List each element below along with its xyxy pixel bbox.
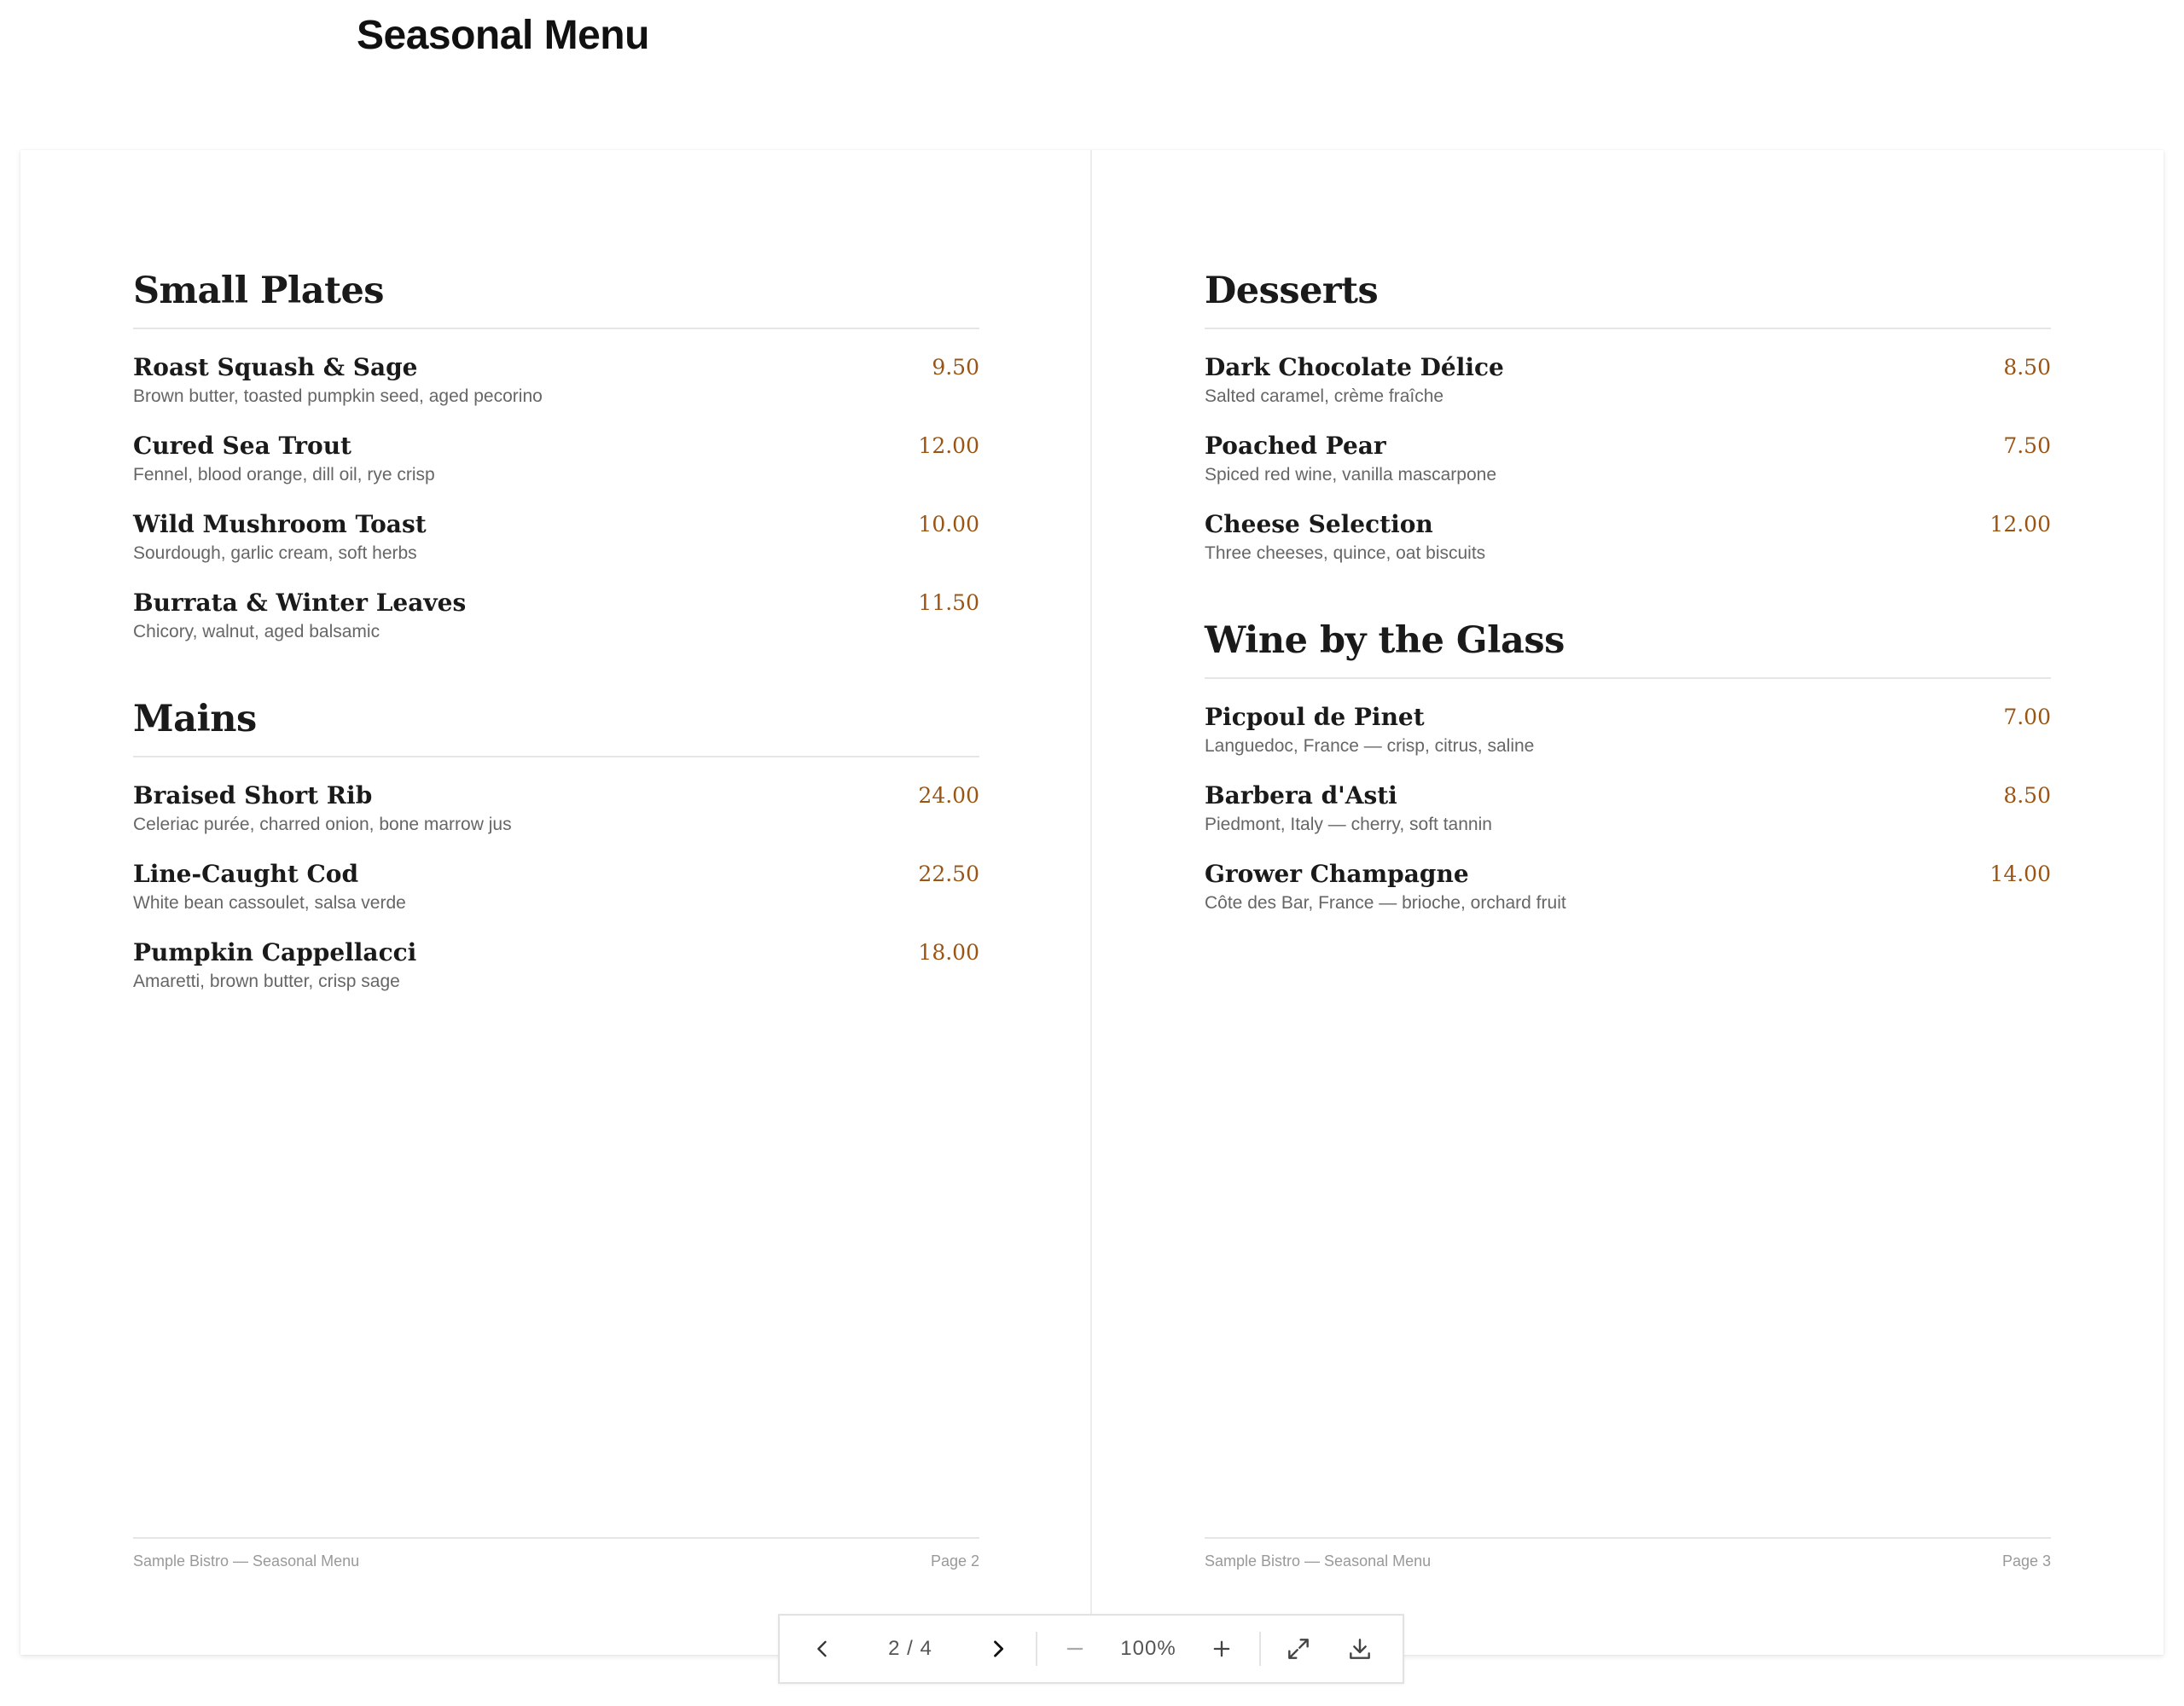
item-description: Celeriac purée, charred onion, bone marrow jus bbox=[133, 815, 512, 834]
page-content bbox=[1205, 270, 2051, 969]
item-name: Pumpkin Cappellacci bbox=[133, 938, 417, 966]
item-name: Cured Sea Trout bbox=[133, 432, 351, 460]
page-content bbox=[133, 270, 979, 1047]
page-number: Page 3 bbox=[2001, 1552, 2051, 1570]
item-name: Barbera d'Asti bbox=[1205, 781, 1397, 809]
item-description: Sourdough, garlic cream, soft herbs bbox=[133, 543, 417, 563]
menu-item bbox=[133, 938, 979, 995]
item-description: Three cheeses, quince, oat biscuits bbox=[1205, 543, 1486, 563]
page-indicator: 2 / 4 bbox=[888, 1637, 932, 1660]
menu-item bbox=[1205, 703, 2051, 759]
item-description: Brown butter, toasted pumpkin seed, aged pecorino bbox=[133, 386, 543, 406]
menu-item bbox=[133, 860, 979, 916]
fullscreen-button[interactable] bbox=[1268, 1616, 1329, 1682]
section-title: Mains bbox=[133, 698, 979, 757]
item-price: 24.00 bbox=[918, 783, 979, 808]
item-price: 11.50 bbox=[918, 590, 979, 615]
item-price: 7.50 bbox=[2003, 433, 2051, 458]
menu-item bbox=[133, 510, 979, 566]
item-price: 8.50 bbox=[2003, 355, 2051, 380]
item-name: Dark Chocolate Délice bbox=[1205, 353, 1504, 381]
prev-page-button[interactable] bbox=[792, 1616, 853, 1682]
page-left bbox=[20, 150, 1092, 1655]
menu-section-mains bbox=[133, 698, 979, 995]
item-name: Burrata & Winter Leaves bbox=[133, 589, 467, 617]
footer-left-text: Sample Bistro — Seasonal Menu bbox=[133, 1552, 360, 1570]
plus-icon bbox=[1210, 1637, 1234, 1661]
item-price: 12.00 bbox=[1989, 512, 2051, 537]
menu-section-small-plates bbox=[133, 270, 979, 645]
download-button[interactable] bbox=[1329, 1616, 1391, 1682]
menu-item bbox=[1205, 510, 2051, 566]
item-price: 8.50 bbox=[2003, 783, 2051, 808]
item-description: Salted caramel, crème fraîche bbox=[1205, 386, 1444, 406]
chevron-left-icon bbox=[810, 1637, 834, 1661]
item-price: 12.00 bbox=[918, 433, 979, 458]
item-price: 7.00 bbox=[2003, 705, 2051, 729]
item-name: Line-Caught Cod bbox=[133, 860, 359, 888]
page-footer bbox=[1205, 1537, 2051, 1570]
zoom-level: 100% bbox=[1120, 1637, 1176, 1660]
item-name: Picpoul de Pinet bbox=[1205, 703, 1425, 731]
chevron-right-icon bbox=[986, 1637, 1010, 1661]
item-name: Braised Short Rib bbox=[133, 781, 373, 809]
page-footer bbox=[133, 1537, 979, 1570]
menu-item bbox=[1205, 860, 2051, 916]
expand-icon bbox=[1285, 1635, 1312, 1662]
item-description: Amaretti, brown butter, crisp sage bbox=[133, 972, 400, 991]
toolbar-divider bbox=[1259, 1632, 1261, 1666]
footer-left-text: Sample Bistro — Seasonal Menu bbox=[1205, 1552, 1432, 1570]
menu-item bbox=[133, 781, 979, 838]
menu-item bbox=[133, 353, 979, 409]
item-price: 9.50 bbox=[932, 355, 979, 380]
section-title: Desserts bbox=[1205, 270, 2051, 329]
download-icon bbox=[1346, 1635, 1374, 1662]
zoom-out-button[interactable] bbox=[1044, 1616, 1106, 1682]
viewer-toolbar bbox=[778, 1614, 1404, 1684]
menu-section-desserts bbox=[1205, 270, 2051, 566]
item-name: Wild Mushroom Toast bbox=[133, 510, 427, 538]
document-title: Seasonal Menu bbox=[357, 13, 649, 58]
item-description: Côte des Bar, France — brioche, orchard fruit bbox=[1205, 893, 1566, 913]
page-number: Page 2 bbox=[930, 1552, 979, 1570]
item-price: 10.00 bbox=[918, 512, 979, 537]
menu-item bbox=[1205, 353, 2051, 409]
menu-item bbox=[133, 432, 979, 488]
item-description: Piedmont, Italy — cherry, soft tannin bbox=[1205, 815, 1492, 834]
item-name: Cheese Selection bbox=[1205, 510, 1433, 538]
item-name: Roast Squash & Sage bbox=[133, 353, 418, 381]
next-page-button[interactable] bbox=[967, 1616, 1029, 1682]
item-price: 22.50 bbox=[918, 862, 979, 886]
item-description: Fennel, blood orange, dill oil, rye crisp bbox=[133, 465, 435, 485]
minus-icon bbox=[1063, 1637, 1087, 1661]
page-spread bbox=[20, 150, 2164, 1655]
item-name: Grower Champagne bbox=[1205, 860, 1469, 888]
item-name: Poached Pear bbox=[1205, 432, 1386, 460]
menu-item bbox=[1205, 432, 2051, 488]
menu-item bbox=[133, 589, 979, 645]
item-price: 18.00 bbox=[918, 940, 979, 965]
item-description: Spiced red wine, vanilla mascarpone bbox=[1205, 465, 1497, 485]
item-price: 14.00 bbox=[1989, 862, 2051, 886]
item-description: Chicory, walnut, aged balsamic bbox=[133, 622, 380, 641]
item-description: White bean cassoulet, salsa verde bbox=[133, 893, 406, 913]
zoom-in-button[interactable] bbox=[1191, 1616, 1252, 1682]
page-right bbox=[1092, 150, 2164, 1655]
menu-item bbox=[1205, 781, 2051, 838]
item-description: Languedoc, France — crisp, citrus, saline bbox=[1205, 736, 1535, 756]
toolbar-divider bbox=[1036, 1632, 1037, 1666]
section-title: Small Plates bbox=[133, 270, 979, 329]
menu-section-wine bbox=[1205, 619, 2051, 916]
section-title: Wine by the Glass bbox=[1205, 619, 2051, 679]
